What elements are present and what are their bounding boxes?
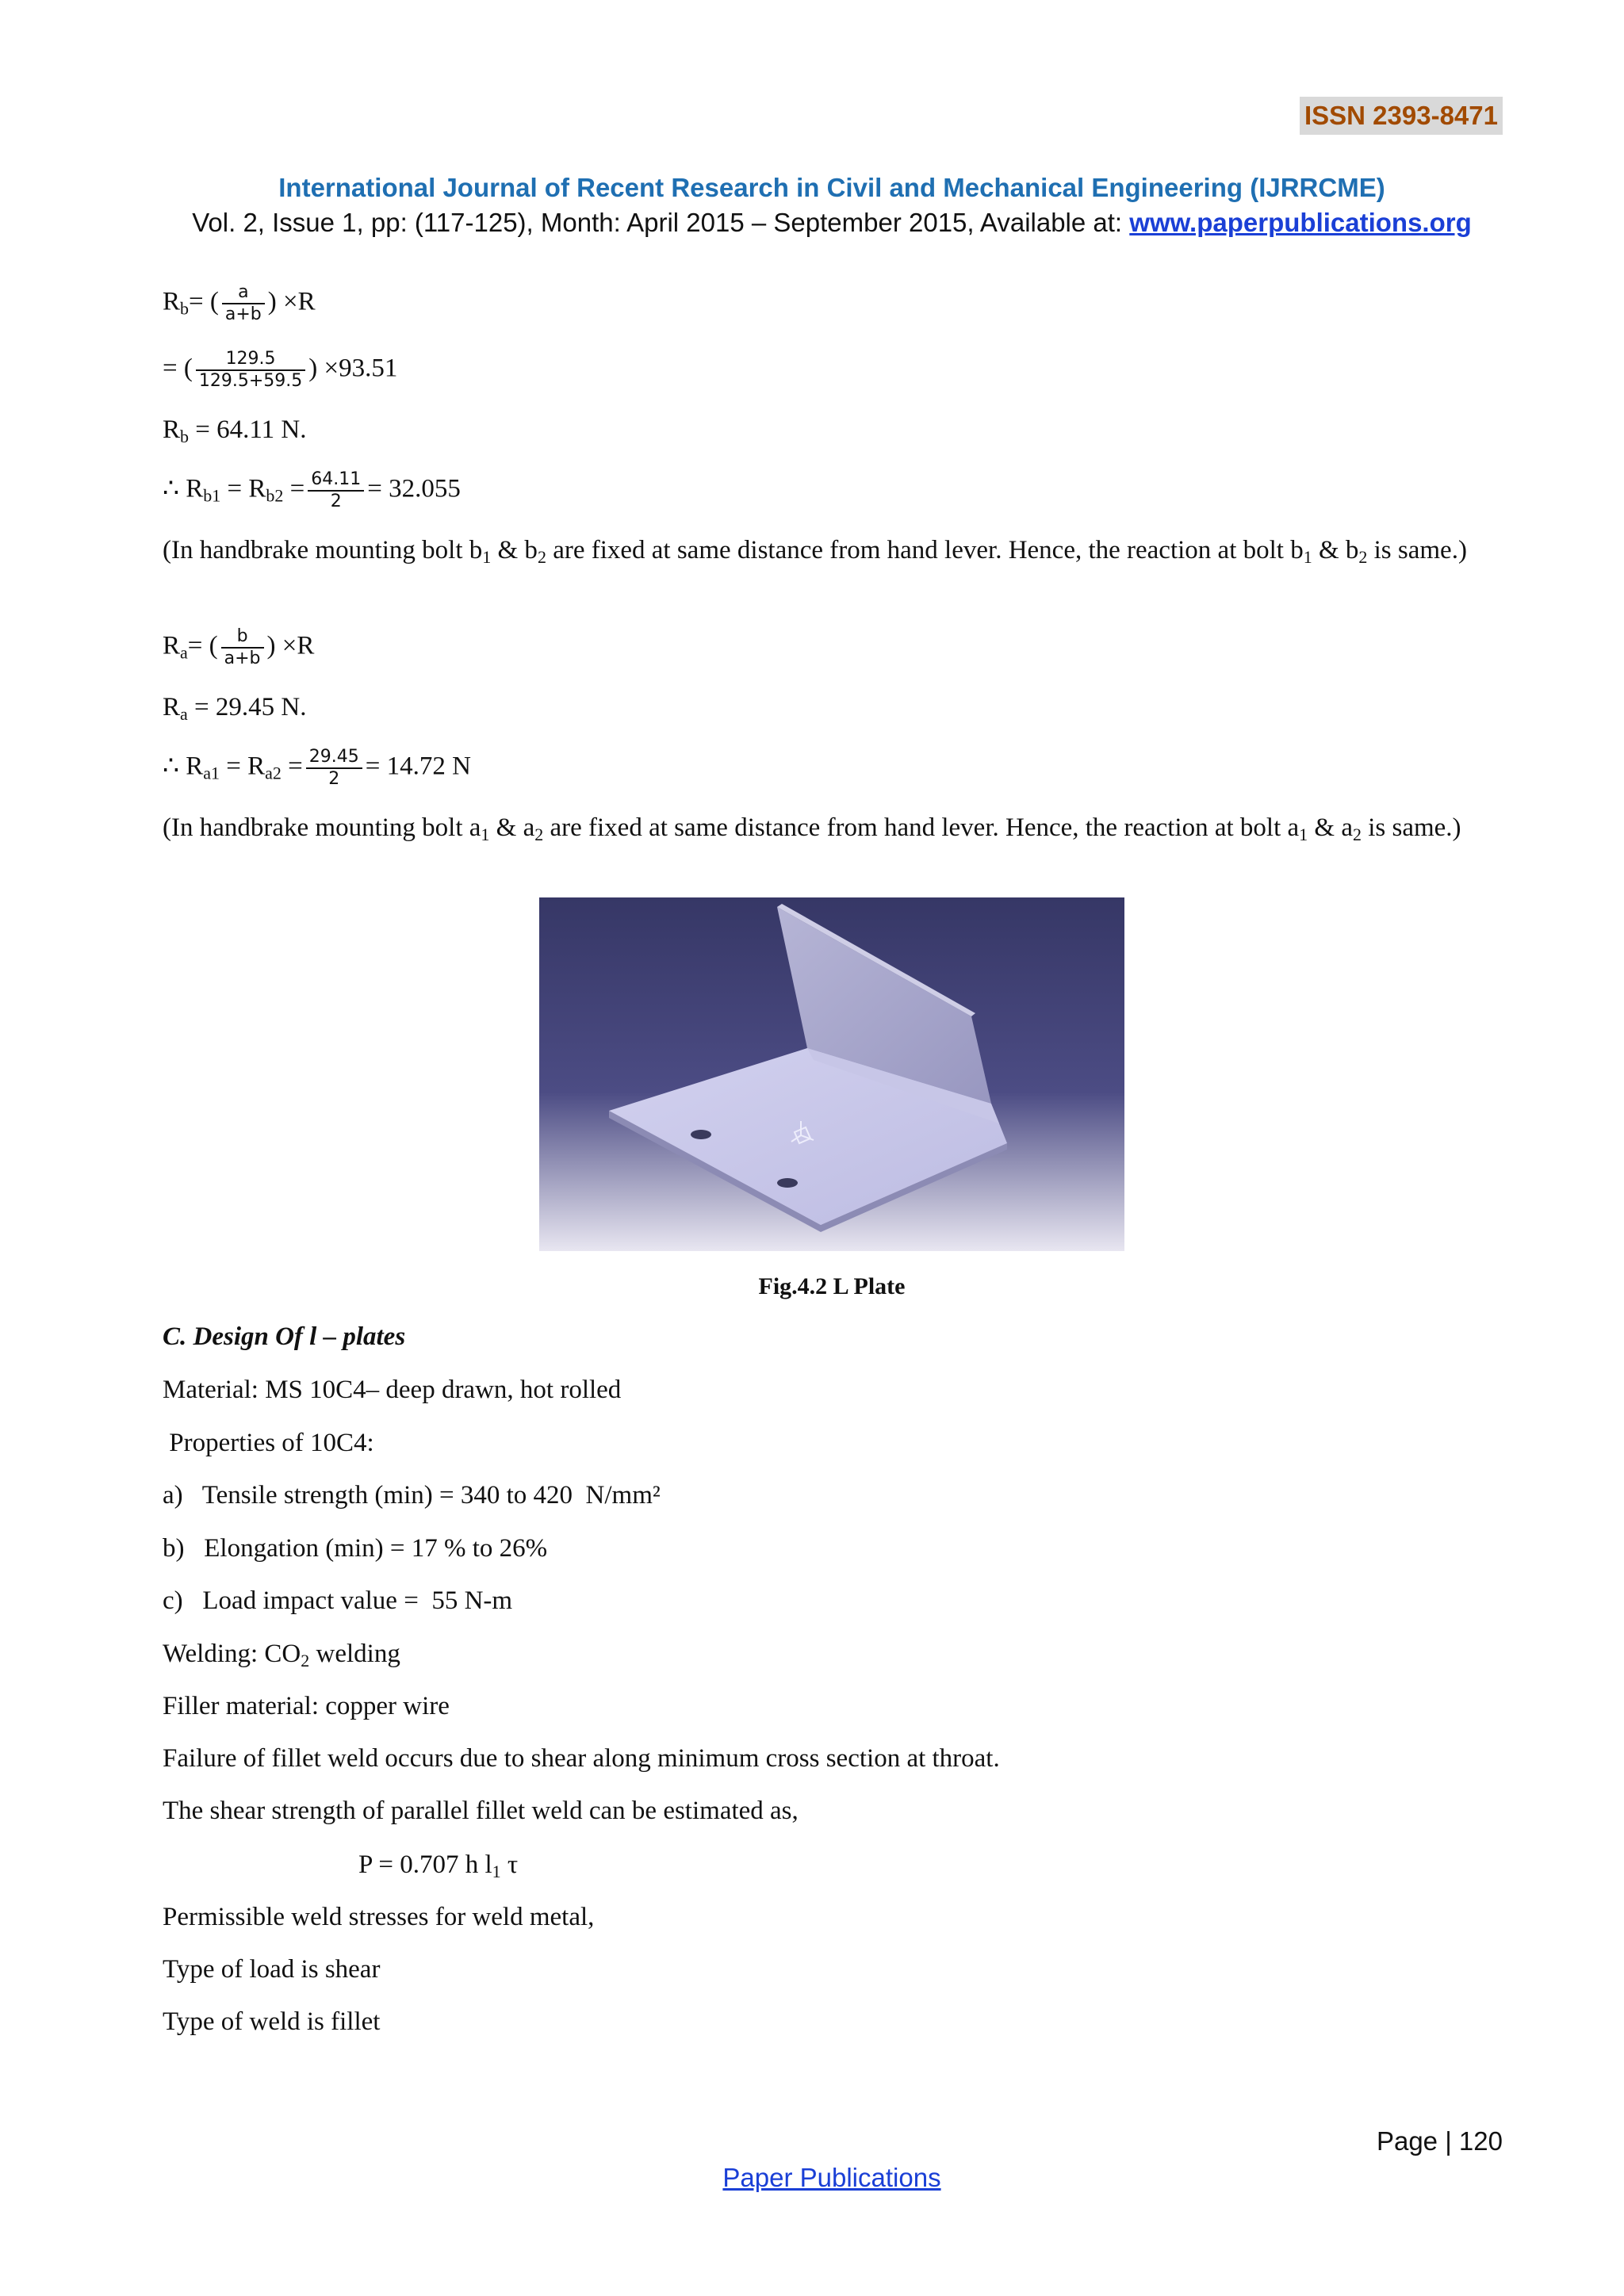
failure-line: Failure of fillet weld occurs due to shear along minimum cross section at throat. <box>163 1744 1000 1773</box>
volume-text: Vol. 2, Issue 1, pp: (117-125), Month: April 2015 – September 2015, Available at: <box>192 208 1130 237</box>
publisher-footer <box>163 2163 1501 2193</box>
property-item: b) Elongation (min) = 17 % to 26% <box>163 1534 548 1563</box>
bolt-hole <box>777 1178 798 1188</box>
bolt-hole <box>691 1130 711 1139</box>
paragraph-bolt-b: (In handbrake mounting bolt $b_1$ & $b_2$ are fixed at same distance from hand lever. Hence, the reaction at bolt $b_1$ & $b_2$ is same.) <box>163 536 1467 567</box>
l-plate-figure <box>539 897 1124 1251</box>
load-type-line: Type of load is shear <box>163 1955 381 1984</box>
equation-rb: $R_b=$ ( $\frac{a}{a+b}$ ) ×R <box>163 282 316 324</box>
equation-rb-split: ∴ $R_{b1} = R_{b2}$ = $\frac{64.11}{2}$ = 32.055 <box>163 469 461 511</box>
material-line: Material: MS 10C4– deep drawn, hot rolled <box>163 1376 622 1404</box>
figure-caption: Fig.4.2 L Plate <box>758 1273 906 1299</box>
equation-ra: $R_a=$ ( $\frac{b}{a+b}$ ) ×R <box>163 626 315 668</box>
issn-badge: ISSN 2393-8471 <box>1300 97 1503 135</box>
website-link[interactable]: www.paperpublications.org <box>1129 208 1472 237</box>
welding-line: Welding: $CO_2$ welding <box>163 1640 400 1670</box>
shear-line: The shear strength of parallel fillet weld can be estimated as, <box>163 1797 799 1825</box>
weld-formula: P = 0.707 h $l_1$ τ <box>358 1850 519 1881</box>
permissible-line: Permissible weld stresses for weld metal, <box>163 1903 595 1931</box>
equation-rb-result: $R_b = 64.11$ N. <box>163 415 307 446</box>
fraction: $\frac{29.45}{2}$ <box>306 747 362 790</box>
filler-line: Filler material: copper wire <box>163 1692 450 1720</box>
page-number: Page | 120 <box>1376 2126 1503 2156</box>
volume-line <box>163 208 1501 238</box>
section-heading: C. Design Of l – plates <box>163 1322 406 1351</box>
equation-ra-split: ∴ $R_{a1} = R_{a2}$ = $\frac{29.45}{2}$ = 14.72 N <box>163 747 471 789</box>
fraction: $\frac{a}{a+b}$ <box>222 282 265 325</box>
property-item: a) Tensile strength (min) = 340 to 420 N/mm² <box>163 1481 661 1510</box>
fraction: $\frac{129.5}{129.5+59.5}$ <box>196 349 305 392</box>
fraction: $\frac{b}{a+b}$ <box>221 626 264 669</box>
paragraph-bolt-a: (In handbrake mounting bolt $a_1$ & $a_2$ are fixed at same distance from hand lever. Hence, the reaction at bolt $a_1$ & $a_2$ is same.) <box>163 813 1461 844</box>
equation-ra-result: $R_a = 29.45$ N. <box>163 693 307 724</box>
property-item: c) Load impact value = 55 N-m <box>163 1586 513 1615</box>
equation-rb-values: = ( $\frac{129.5}{129.5+59.5}$ ) ×93.51 <box>163 349 398 391</box>
journal-title: International Journal of Recent Research in Civil and Mechanical Engineering (IJRRCME) <box>278 173 1385 202</box>
publisher-link[interactable]: Paper Publications <box>722 2163 941 2192</box>
properties-line: Properties of 10C4: <box>163 1429 374 1457</box>
fraction: $\frac{64.11}{2}$ <box>308 469 364 512</box>
weld-type-line: Type of weld is fillet <box>163 2007 381 2036</box>
